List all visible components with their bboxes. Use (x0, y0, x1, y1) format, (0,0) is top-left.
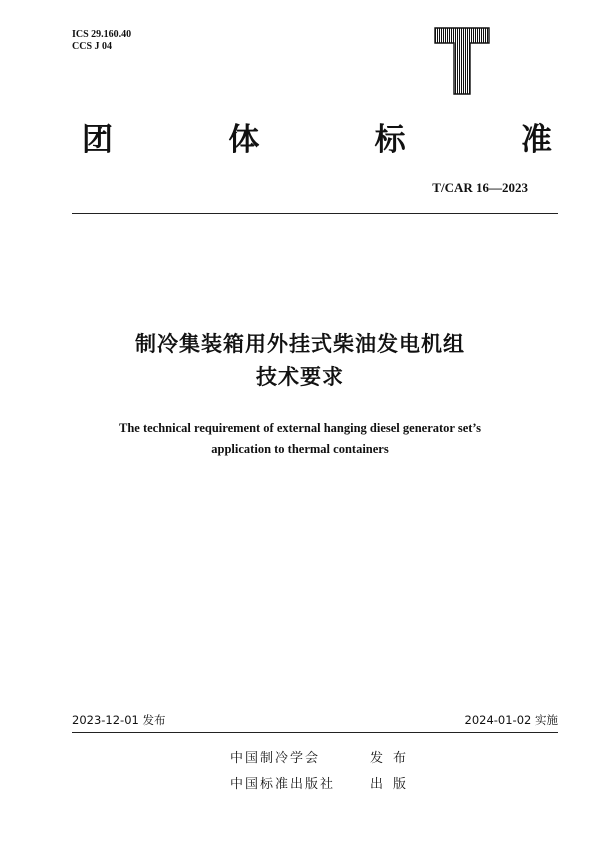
standard-kind-char: 团 (82, 122, 113, 158)
classification-codes (72, 29, 131, 53)
chinese-title (0, 328, 600, 394)
publisher-org: 中国标准出版社 (230, 777, 336, 792)
english-title (0, 418, 600, 460)
english-title-line-2: application to thermal containers (211, 442, 389, 456)
publisher-action: 发布 (370, 751, 417, 766)
publisher-org: 中国制冷学会 (230, 751, 321, 766)
footer-divider (72, 732, 558, 733)
ccs-code: CCS J 04 (72, 41, 113, 52)
implementation-date: 2024-01-02 实施 (464, 713, 558, 727)
chinese-title-line-1: 制冷集装箱用外挂式柴油发电机组 (135, 332, 465, 356)
issue-date: 2023-12-01 发布 (72, 713, 166, 727)
standard-kind-char: 准 (520, 122, 552, 158)
publisher-row (230, 775, 416, 795)
standard-number: T/CAR 16—2023 (432, 180, 528, 195)
chinese-title-line-2: 技术要求 (256, 365, 344, 389)
publisher-action: 出版 (370, 777, 417, 792)
header-divider (72, 213, 558, 214)
standard-kind-char: 标 (374, 122, 406, 158)
publisher-row (230, 749, 416, 769)
standard-type-letter-icon (433, 26, 491, 96)
english-title-line-1: The technical requirement of external hanging diesel generator set’s (119, 421, 481, 435)
standard-kind-char: 体 (228, 122, 260, 158)
standard-kind-heading (82, 120, 552, 160)
ics-code: ICS 29.160.40 (72, 29, 132, 40)
